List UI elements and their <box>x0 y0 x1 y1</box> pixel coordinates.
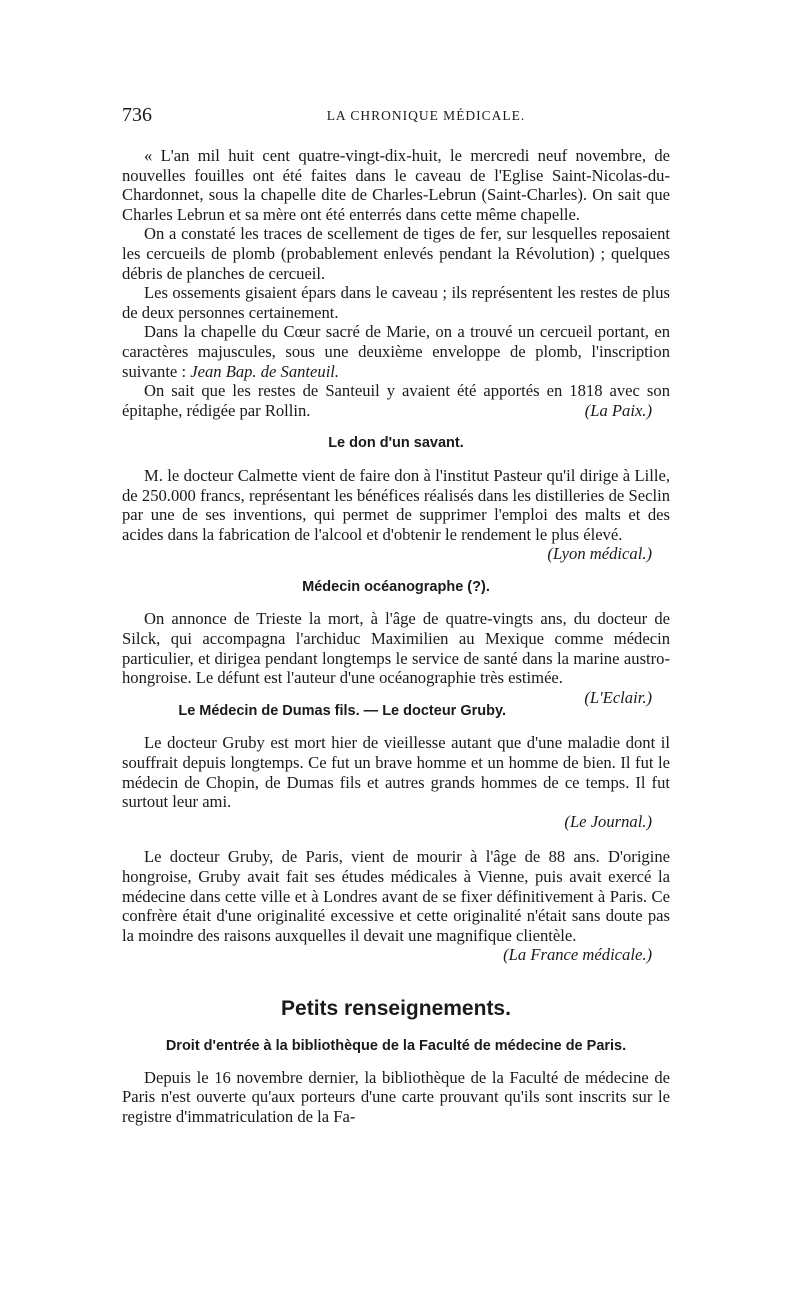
paragraph: On a constaté les traces de scellement de tiges de fer, sur lesquelles reposaient les cercueils de plomb (probablement enlevés pendant la Révolution) ; quelques débris de planches de cercueil. <box>122 224 670 283</box>
source-citation: (La France médicale.) <box>503 945 652 965</box>
article-medecin-oceanographe <box>122 609 670 707</box>
article-saint-nicolas <box>122 146 670 420</box>
paragraph-text: On sait que les restes de Santeuil y avaient été apportés en 1818 avec son épitaphe, rédigée par Rollin. <box>122 381 670 420</box>
paragraph: « L'an mil huit cent quatre-vingt-dix-huit, le mercredi neuf novembre, de nouvelles fouilles ont été faites dans le caveau de l'Eglise Saint-Nicolas-du-Chardonnet, sous la chapelle dite de Charles-Lebrun (Saint-Charles). On sait que Charles Lebrun et sa mère ont été enterrés dans cette même chapelle. <box>122 146 670 224</box>
inscription-text: Jean Bap. de Santeuil. <box>190 361 340 381</box>
section-subheading: Droit d'entrée à la bibliothèque de la Faculté de médecine de Paris. <box>165 1037 627 1054</box>
article-bibliotheque <box>122 1068 670 1127</box>
article-heading: Médecin océanographe (?). <box>302 578 490 595</box>
paragraph <box>122 381 670 420</box>
paragraph <box>122 322 670 381</box>
paragraph: Les ossements gisaient épars dans le caveau ; ils représentent les restes de plus de deux personnes certainement. <box>122 283 670 322</box>
article-heading: Le don d'un savant. <box>328 435 464 452</box>
paragraph-text: On annonce de Trieste la mort, à l'âge de quatre-vingts ans, du docteur de Silck, qui accompagna l'archiduc Maximilien au Mexique comme médecin particulier, et dirigea pendant longtemps le service de santé dans la marine austro-hongroise. Le défunt est l'auteur d'une océanographie très estimée. <box>122 609 670 688</box>
page-number: 736 <box>122 104 152 126</box>
paragraph: Le docteur Gruby est mort hier de vieillesse autant que d'une maladie dont il souffrait depuis longtemps. Ce fut un brave homme et un homme de bien. Il fut le médecin de Chopin, de Dumas fils et autres grands hommes de ce temps. Il fut surtout leur ami. <box>122 733 670 812</box>
source-citation: (Lyon médical.) <box>547 544 652 564</box>
paragraph: Le docteur Gruby, de Paris, vient de mourir à l'âge de 88 ans. D'origine hongroise, Gruby avait fait ses études médicales à Vienne, puis avait exercé la médecine dans cette ville et à Londres avant de se fixer définitivement à Paris. Ce confrère était d'une originalité excessive et cette originalité n'était sans doute pas la moindre des raisons auxquelles il devait une magnifique clientèle. <box>122 847 670 945</box>
paragraph <box>122 609 670 707</box>
paragraph: Depuis le 16 novembre dernier, la bibliothèque de la Faculté de médecine de Paris n'est ouverte qu'aux porteurs d'une carte prouvant qu'ils sont inscrits sur le registre d'immatriculation de la Fa- <box>122 1067 670 1126</box>
page-header <box>122 104 670 130</box>
section-heading: Petits renseignements. <box>281 996 511 1020</box>
paragraph: M. le docteur Calmette vient de faire don à l'institut Pasteur qu'il dirige à Lille, de 250.000 francs, représentant les bénéfices réalisés dans les distilleries de Seclin par une de ses inventions, qui permet de supprimer l'emploi des malts et des acides dans la fabrication de l'alcool et d'obtenir le rendement le plus élevé. <box>122 465 670 544</box>
spacer <box>122 831 670 847</box>
source-citation: (L'Eclair.) <box>584 687 652 707</box>
page-body <box>122 146 670 1126</box>
article-heading: Le Médecin de Dumas fils. — Le docteur Gruby. <box>178 702 507 719</box>
source-citation: (La Paix.) <box>584 400 652 420</box>
article-docteur-gruby <box>122 733 670 965</box>
running-title: LA CHRONIQUE MÉDICALE. <box>326 108 526 123</box>
paragraph-text: Dans la chapelle du Cœur sacré de Marie, on a trouvé un cercueil portant, en caractères majuscules, sous une deuxième enveloppe de plomb, l'inscription suivante : <box>122 322 670 381</box>
article-don-savant <box>122 466 670 564</box>
source-citation: (Le Journal.) <box>564 811 652 831</box>
